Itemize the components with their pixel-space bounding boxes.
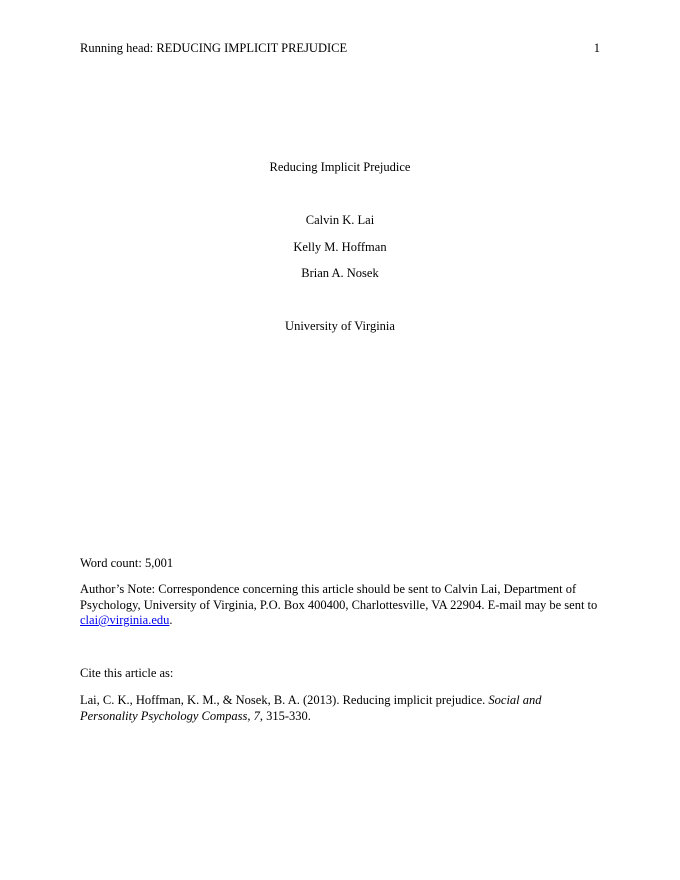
paper-title: Reducing Implicit Prejudice [269, 160, 411, 174]
authors-note [80, 582, 602, 629]
email-link[interactable]: clai@virginia.edu [80, 613, 170, 627]
citation-volume: 7 [250, 708, 260, 723]
running-head: Running head: REDUCING IMPLICIT PREJUDICE [80, 41, 348, 55]
citation [80, 693, 602, 724]
page-number: 1 [593, 41, 600, 55]
page-header [80, 40, 600, 56]
citation-text: Lai, C. K., Hoffman, K. M., & Nosek, B. A. (2013). Reducing implicit prejudice. [80, 693, 489, 707]
authors-note-text: Author’s Note: Correspondence concerning this article should be sent to Calvin Lai, Department of Psychology, University of Virginia, P.O. Box 400400, Charlottesville, VA 22904. E-mail may be sent to [80, 582, 598, 612]
affiliation: University of Virginia [285, 319, 395, 333]
word-count: Word count: 5,001 [80, 556, 174, 570]
citation-pages: , 315-330. [259, 708, 311, 723]
citation-journal: Social and Personality Psychology Compass, [80, 693, 542, 723]
author-3: Brian A. Nosek [301, 266, 379, 280]
author-2: Kelly M. Hoffman [293, 240, 387, 254]
authors-note-end: . [169, 613, 173, 627]
cite-label: Cite this article as: [80, 666, 174, 680]
author-1: Calvin K. Lai [305, 213, 375, 227]
